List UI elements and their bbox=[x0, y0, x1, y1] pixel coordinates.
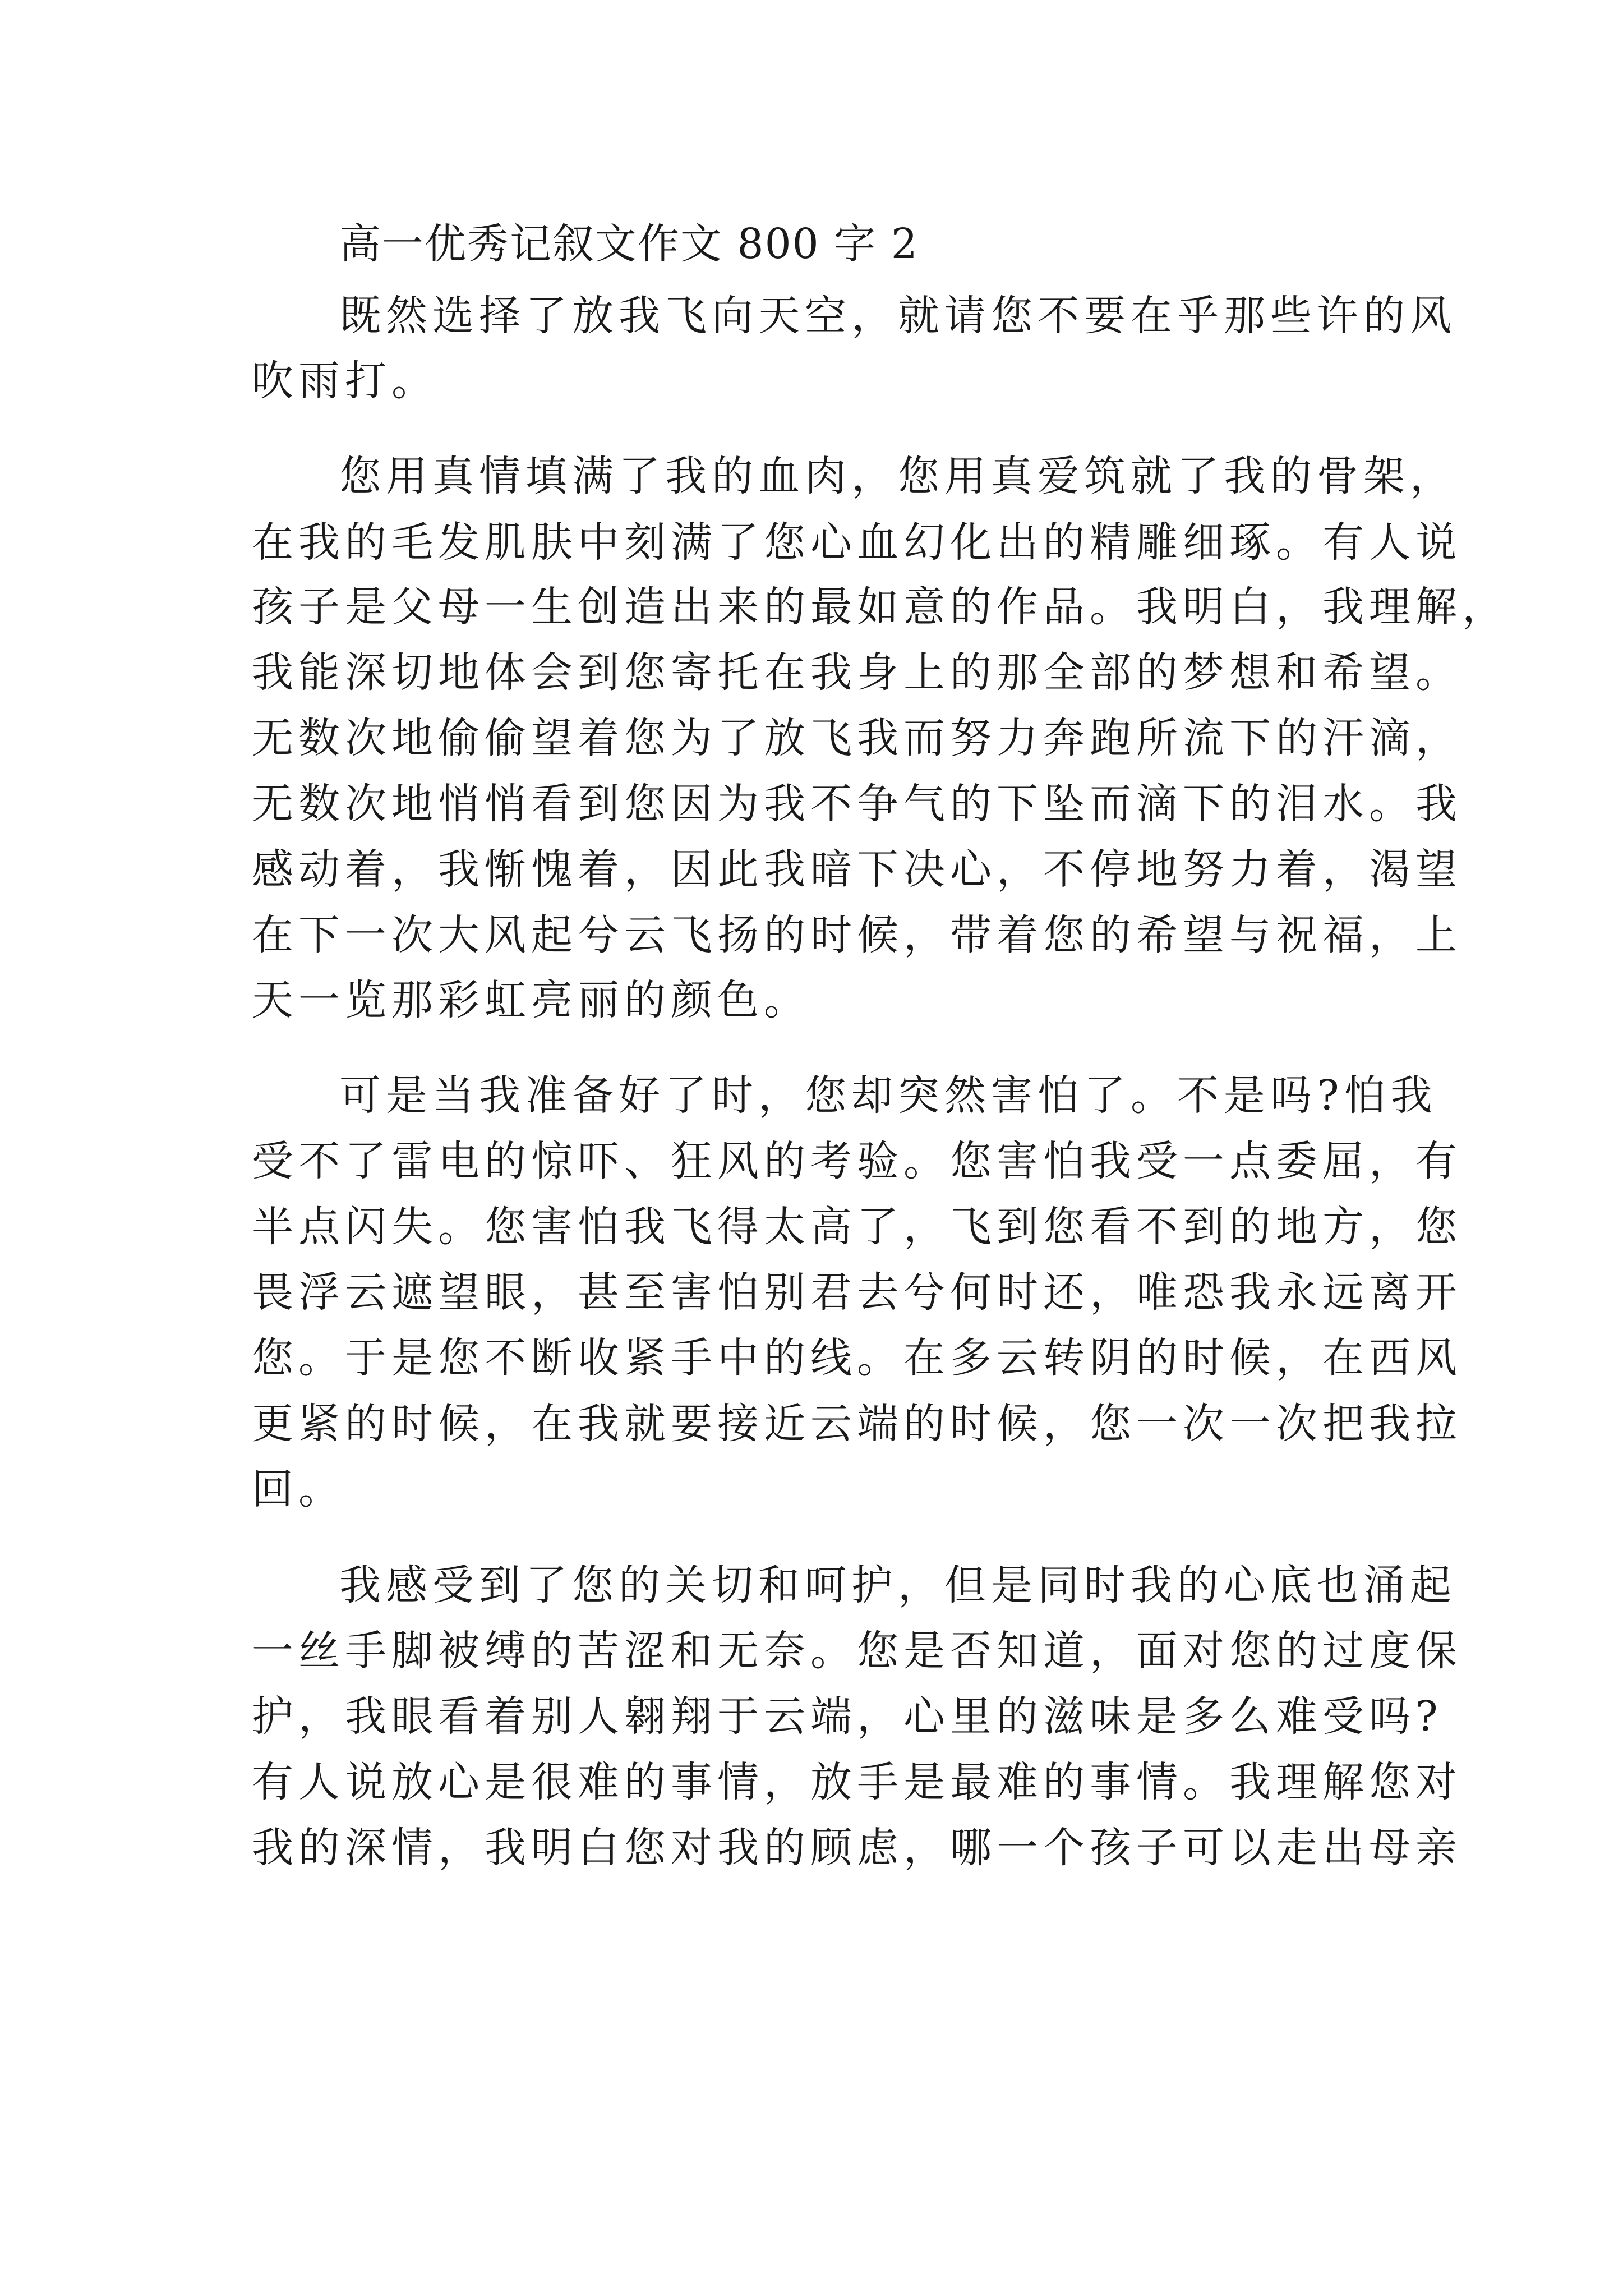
paragraph-3-line-6: 更紧的时候，在我就要接近云端的时候，您一次一次把我拉 bbox=[252, 1400, 1462, 1448]
paragraph-3-line-2: 受不了雷电的惊吓、狂风的考验。您害怕我受一点委屈，有 bbox=[252, 1137, 1462, 1185]
paragraph-3-line-4: 畏浮云遮望眼，甚至害怕别君去兮何时还，唯恐我永远离开 bbox=[252, 1268, 1462, 1317]
paragraph-2-line-9: 天一览那彩虹亮丽的颜色。 bbox=[252, 976, 810, 1024]
paragraph-2-line-5: 无数次地偷偷望着您为了放飞我而努力奔跑所流下的汗滴， bbox=[252, 714, 1462, 762]
paragraph-3-line-5: 您。于是您不断收紧手中的线。在多云转阴的时候，在西风 bbox=[252, 1334, 1462, 1382]
document-title: 高一优秀记叙文作文 800 字 2 bbox=[339, 220, 919, 268]
paragraph-4-line-3: 护，我眼看着别人翱翔于云端，心里的滋味是多么难受吗? bbox=[252, 1692, 1443, 1741]
paragraph-2-line-2: 在我的毛发肌肤中刻满了您心血幻化出的精雕细琢。有人说 bbox=[252, 518, 1462, 567]
paragraph-2-line-6: 无数次地悄悄看到您因为我不争气的下坠而滴下的泪水。我 bbox=[252, 780, 1462, 828]
paragraph-1-line-1: 既然选择了放我飞向天空，就请您不要在乎那些许的风 bbox=[339, 292, 1456, 340]
paragraph-4-line-1: 我感受到了您的关切和呵护，但是同时我的心底也涌起 bbox=[339, 1561, 1456, 1609]
paragraph-2-line-1: 您用真情填满了我的血肉，您用真爱筑就了我的骨架， bbox=[339, 452, 1456, 500]
paragraph-1-line-2: 吹雨打。 bbox=[252, 357, 438, 405]
paragraph-2-line-4: 我能深切地体会到您寄托在我身上的那全部的梦想和希望。 bbox=[252, 648, 1462, 697]
paragraph-3-line-7: 回。 bbox=[252, 1465, 345, 1513]
paragraph-4-line-4: 有人说放心是很难的事情，放手是最难的事情。我理解您对 bbox=[252, 1758, 1462, 1806]
paragraph-3-line-1: 可是当我准备好了时，您却突然害怕了。不是吗?怕我 bbox=[339, 1071, 1437, 1120]
paragraph-2-line-7: 感动着，我惭愧着，因此我暗下决心，不停地努力着，渴望 bbox=[252, 845, 1462, 894]
paragraph-4-line-5: 我的深情，我明白您对我的顾虑，哪一个孩子可以走出母亲 bbox=[252, 1824, 1462, 1872]
paragraph-2-line-3: 孩子是父母一生创造出来的最如意的作品。我明白，我理解， bbox=[252, 583, 1509, 631]
paragraph-2-line-8: 在下一次大风起兮云飞扬的时候，带着您的希望与祝福，上 bbox=[252, 911, 1462, 959]
paragraph-3-line-3: 半点闪失。您害怕我飞得太高了，飞到您看不到的地方，您 bbox=[252, 1203, 1462, 1251]
paragraph-4-line-2: 一丝手脚被缚的苦涩和无奈。您是否知道，面对您的过度保 bbox=[252, 1627, 1462, 1675]
